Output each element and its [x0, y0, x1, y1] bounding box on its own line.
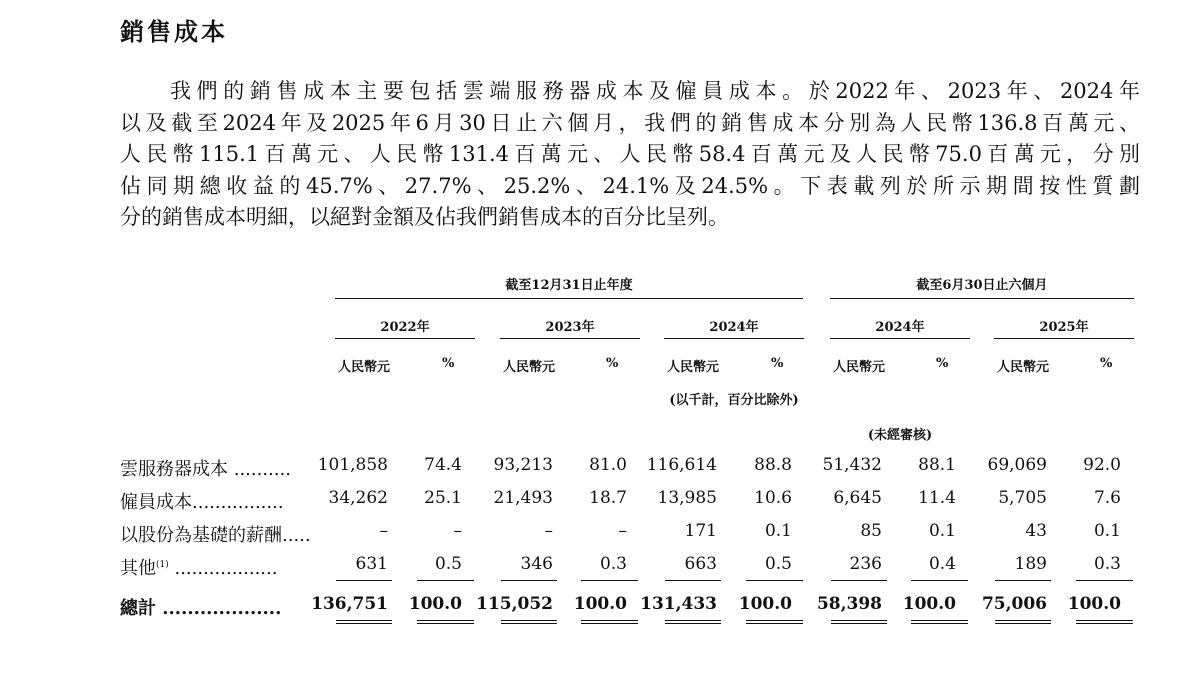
unit-header: %: [1100, 356, 1113, 371]
header-rule: [335, 338, 475, 339]
table-cell: 6,645: [833, 488, 882, 508]
group-header-six-months: 截至6月30日止六個月: [916, 278, 1048, 293]
table-cell: 131,433: [640, 594, 717, 614]
unit-header: %: [442, 356, 455, 371]
table-cell: 189: [1014, 554, 1047, 574]
unaudited-note: (未經審核): [867, 428, 933, 443]
subtotal-rule: [911, 580, 968, 581]
row-label-cloud-server: 雲服務器成本 ..........: [120, 459, 291, 480]
table-cell: 236: [849, 554, 882, 574]
table-cell: –: [618, 521, 627, 541]
period-header: 2024年: [709, 320, 759, 335]
table-cell: 51,432: [822, 455, 882, 475]
leader-dots: ..................: [168, 558, 278, 579]
table-cell: 92.0: [1083, 455, 1121, 475]
group-header-year: 截至12月31日止年度: [505, 278, 633, 293]
paragraph-line: 以及截至2024年及2025年6月30日止六個月，我們的銷售成本分別為人民幣136.8百萬元、: [120, 110, 1140, 135]
subtotal-rule: [581, 580, 638, 581]
table-cell: 101,858: [317, 455, 388, 475]
total-double-rule: [746, 620, 803, 624]
header-rule: [500, 338, 640, 339]
header-rule: [994, 338, 1134, 339]
total-double-rule: [501, 620, 557, 624]
table-cell: 7.6: [1093, 488, 1121, 508]
unit-header: 人民幣元: [338, 360, 391, 375]
subtotal-rule: [501, 580, 557, 581]
table-cell: 5,705: [998, 488, 1047, 508]
section-heading: 銷售成本: [120, 18, 228, 46]
header-rule: [830, 338, 970, 339]
table-cell: 25.1: [424, 488, 462, 508]
subtotal-rule: [831, 580, 887, 581]
table-cell: 100.0: [573, 594, 627, 614]
table-cell: 631: [355, 554, 388, 574]
table-cell: 0.3: [599, 554, 627, 574]
table-cell: 0.5: [764, 554, 792, 574]
table-cell: 0.3: [1093, 554, 1121, 574]
table-cell: 11.4: [918, 488, 956, 508]
unit-header: %: [771, 356, 784, 371]
table-cell: 43: [1025, 521, 1047, 541]
subtotal-rule: [995, 580, 1051, 581]
table-cell: 93,213: [493, 455, 553, 475]
table-cell: 74.4: [424, 455, 462, 475]
table-cell: 115,052: [476, 594, 553, 614]
table-cell: 69,069: [987, 455, 1047, 475]
header-rule: [830, 298, 1134, 299]
total-double-rule: [995, 620, 1051, 624]
subtotal-rule: [1076, 580, 1133, 581]
header-rule: [664, 338, 804, 339]
paragraph-line: 人民幣115.1百萬元、人民幣131.4百萬元、人民幣58.4百萬元及人民幣75.0百萬元，分別: [120, 142, 1140, 166]
total-double-rule: [911, 620, 968, 624]
table-cell: 75,006: [981, 594, 1047, 614]
table-cell: 13,985: [657, 488, 717, 508]
table-cell: 100.0: [738, 594, 792, 614]
table-cell: –: [544, 521, 553, 541]
paragraph-line: 佔同期總收益的45.7%、27.7%、25.2%、24.1%及24.5%。下表載列於所示期間按性質劃: [120, 173, 1140, 198]
subtotal-rule: [336, 580, 392, 581]
total-double-rule: [336, 620, 392, 624]
table-cell: 100.0: [902, 594, 956, 614]
table-cell: 346: [520, 554, 553, 574]
unit-header: 人民幣元: [997, 360, 1050, 375]
period-header: 2024年: [875, 320, 925, 335]
row-label-other: [120, 554, 277, 580]
total-double-rule: [665, 620, 721, 624]
subtotal-rule: [417, 580, 474, 581]
unit-header: %: [936, 356, 949, 371]
table-cell: 136,751: [311, 594, 388, 614]
table-cell: 88.1: [918, 455, 956, 475]
table-cell: 21,493: [493, 488, 553, 508]
row-label-share-based: 以股份為基礎的薪酬.....: [120, 525, 311, 546]
total-double-rule: [831, 620, 887, 624]
header-rule: [335, 298, 803, 299]
row-label-employee: 僱員成本................: [120, 492, 284, 513]
paragraph-line: 我們的銷售成本主要包括雲端服務器成本及僱員成本。於2022年、2023年、2024年: [170, 79, 1140, 103]
unit-header: 人民幣元: [833, 360, 886, 375]
period-header: 2022年: [380, 320, 430, 335]
period-header: 2023年: [545, 320, 595, 335]
total-double-rule: [581, 620, 638, 624]
table-cell: 116,614: [646, 455, 717, 475]
unit-header: 人民幣元: [503, 360, 556, 375]
table-cell: 663: [684, 554, 717, 574]
table-cell: 0.5: [434, 554, 462, 574]
unit-header: %: [606, 356, 619, 371]
table-cell: 88.8: [754, 455, 792, 475]
subtotal-rule: [746, 580, 803, 581]
total-double-rule: [417, 620, 474, 624]
footnote-marker: (1): [156, 560, 169, 570]
table-cell: 100.0: [1067, 594, 1121, 614]
table-cell: 81.0: [589, 455, 627, 475]
table-cell: 18.7: [589, 488, 627, 508]
table-cell: 171: [684, 521, 717, 541]
period-header: 2025年: [1039, 320, 1089, 335]
table-cell: 58,398: [816, 594, 882, 614]
other-label-text: 其他: [120, 558, 156, 579]
table-cell: 100.0: [408, 594, 462, 614]
subtotal-rule: [665, 580, 721, 581]
table-cell: –: [453, 521, 462, 541]
row-label-total: 總計 ...................: [120, 598, 282, 619]
table-cell: 34,262: [328, 488, 388, 508]
total-double-rule: [1076, 620, 1133, 624]
table-cell: 10.6: [754, 488, 792, 508]
unit-header: 人民幣元: [667, 360, 720, 375]
thousands-note: (以千計，百分比除外): [669, 393, 799, 408]
paragraph-line: 分的銷售成本明細，以絕對金額及佔我們銷售成本的百分比呈列。: [120, 205, 729, 229]
table-cell: 0.1: [1093, 521, 1121, 541]
table-cell: 85: [860, 521, 882, 541]
table-cell: 0.4: [928, 554, 956, 574]
table-cell: 0.1: [928, 521, 956, 541]
table-cell: 0.1: [764, 521, 792, 541]
table-cell: –: [379, 521, 388, 541]
